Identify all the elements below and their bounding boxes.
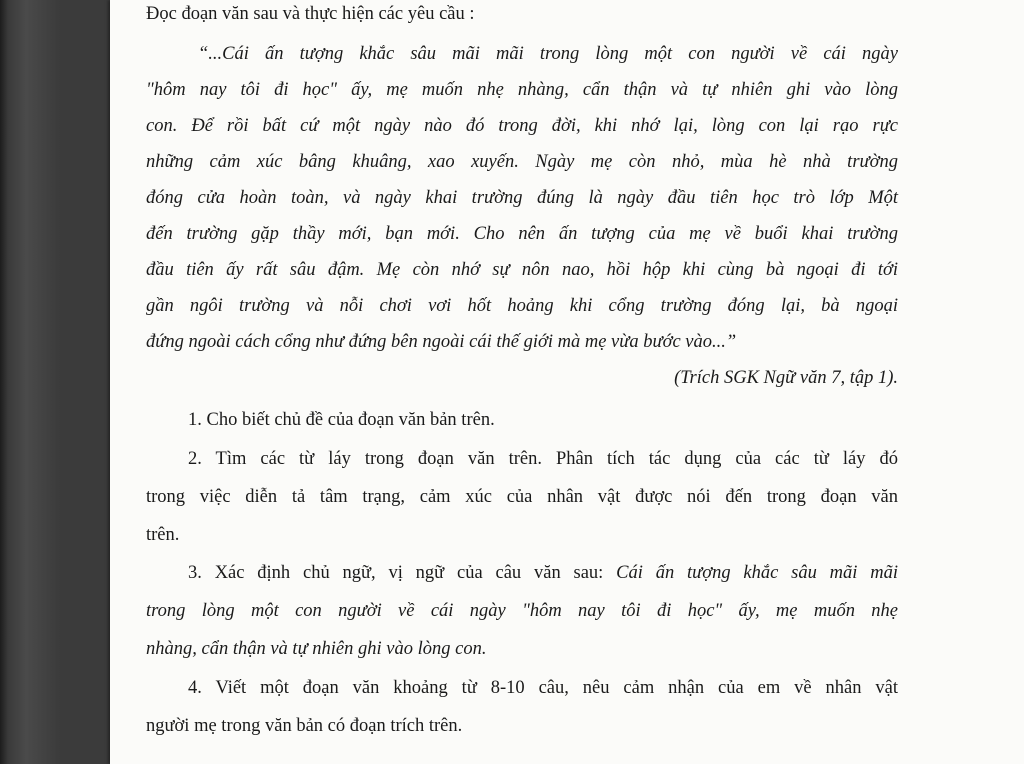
passage-line: con. Để rồi bất cứ một ngày nào đó trong đời, khi nhớ lại, lòng con lại rạo rực [146,116,898,136]
passage-line: đứng ngoài cách cổng như đứng bên ngoài cái thế giới mà mẹ vừa bước vào...” [146,332,737,352]
document-page [110,0,1024,764]
passage-source: (Trích SGK Ngữ văn 7, tập 1). [674,368,898,388]
question-4: 4. Viết một đoạn văn khoảng từ 8-10 câu, nêu cảm nhận của em về nhân vật [188,678,898,698]
question-3-prefix: 3. Xác định chủ ngữ, vị ngữ của câu văn sau: [188,563,617,583]
question-3-quoted-sentence: nhàng, cẩn thận và tự nhiên ghi vào lòng con. [146,639,487,659]
passage-line: gần ngôi trường và nỗi chơi vơi hốt hoảng khi cổng trường đóng lại, bà ngoại [146,296,898,316]
passage-line: những cảm xúc bâng khuâng, xao xuyến. Ngày mẹ còn nhỏ, mùa hè nhà trường [146,152,898,172]
question-3-quoted-sentence: Cái ấn tượng khắc sâu mãi mãi [616,563,898,583]
question-3-quoted-sentence: trong lòng một con người về cái ngày "hôm nay tôi đi học" ấy, mẹ muốn nhẹ [146,601,898,621]
question-2: 2. Tìm các từ láy trong đoạn văn trên. Phân tích tác dụng của các từ láy đó [188,449,898,469]
question-4-continued: người mẹ trong văn bản có đoạn trích trên. [146,716,463,736]
passage-line: đóng cửa hoàn toàn, và ngày khai trường đúng là ngày đầu tiên học trò lớp Một [146,188,898,208]
question-2-continued: trong việc diễn tả tâm trạng, cảm xúc của nhân vật được nói đến trong đoạn văn [146,487,898,507]
passage-line: "hôm nay tôi đi học" ấy, mẹ muốn nhẹ nhàng, cẩn thận và tự nhiên ghi vào lòng [146,80,898,100]
question-2-continued: trên. [146,525,180,545]
passage-line: “...Cái ấn tượng khắc sâu mãi mãi trong lòng một con người về cái ngày [198,44,898,64]
instruction-text: Đọc đoạn văn sau và thực hiện các yêu cầu : [146,4,475,24]
passage-line: đến trường gặp thầy mới, bạn mới. Cho nên ấn tượng của mẹ về buổi khai trường [146,224,898,244]
question-3 [188,564,898,583]
question-1: 1. Cho biết chủ đề của đoạn văn bản trên. [188,410,495,430]
passage-line: đầu tiên ấy rất sâu đậm. Mẹ còn nhớ sự nôn nao, hồi hộp khi cùng bà ngoại đi tới [146,260,898,280]
